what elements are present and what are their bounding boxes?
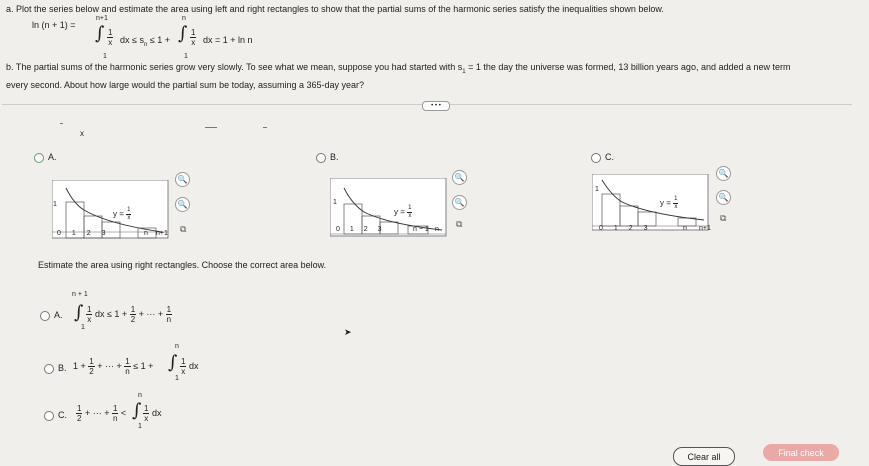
answer-radio-c[interactable] [44,411,54,421]
graph-radio-b[interactable] [316,153,326,163]
option-c-integral: ∫ [132,400,142,421]
expand-button[interactable]: • • • [422,101,450,111]
zoom-out-icon[interactable]: 🔍 [716,190,731,205]
graph-b-curve: y = $\frac{1}{x}$ [394,205,412,219]
option-a-expr: $\frac{1}{x}$ dx ≤ 1 + $\frac{1}{2}$ + ··· + $\frac{1}{n}$ [87,305,172,324]
formula-rhs: dx = 1 + ln n [203,35,253,45]
integral-2-sign: ∫ [178,23,188,44]
graph-a-ticks: 0 1 2 3 [57,230,106,237]
question-text: Estimate the area using right rectangles. Choose the correct area below. [38,260,327,270]
part-b-line1: b. The partial sums of the harmonic series grow very slowly. To see what we mean, suppose you had started with $s_1 = 1$ the day the universe was formed, 13 billion years ago, and added a new term [6,62,791,75]
graph-b-tick-n: n [435,226,439,233]
integral-2-frac: $\frac{1}{x}$ [191,28,196,47]
option-a-lower: 1 [81,324,85,331]
answer-radio-b[interactable] [44,364,54,374]
option-b-integrand: $\frac{1}{x}$ dx [181,357,199,376]
graph-b-ticks: 0 1 2 3 [336,226,382,233]
graph-label-a: A. [48,152,57,162]
zoom-in-icon[interactable]: 🔍 [716,166,731,181]
graph-b-tick-n1: n − 1 [413,226,429,233]
option-b-integral: ∫ [168,352,178,373]
graph-a-tick-n: n [144,230,148,237]
expand-graph-icon[interactable]: ⧉ [180,224,187,234]
graph-c-curve: y = $\frac{1}{x}$ [660,196,678,210]
integral-1-lower: 1 [103,53,107,60]
graph-b-ylabel: 1 [333,199,337,206]
zoom-in-icon[interactable]: 🔍 [175,172,190,187]
graph-option-b[interactable] [316,152,339,163]
option-a-upper: n + 1 [72,291,88,298]
stray-mark [263,127,267,128]
answer-label-a: A. [54,310,63,320]
stray-mark [60,123,63,124]
expand-graph-icon[interactable]: ⧉ [720,213,727,223]
option-b-expr: 1 + $\frac{1}{2}$ + ··· + $\frac{1}{n}$ ≤ 1 + [73,357,154,376]
x-mark: x [80,129,84,138]
answer-option-b[interactable] [44,363,67,374]
graph-a-curve: y = $\frac{1}{x}$ [113,207,131,221]
graph-c-tick-n: n [683,225,687,232]
formula-mid: dx ≤ $s_n \le 1$ + [120,35,171,48]
option-c-expr: $\frac{1}{2}$ + ··· + $\frac{1}{n}$ < [77,404,127,423]
expand-graph-icon[interactable]: ⧉ [456,219,463,229]
graph-option-c[interactable] [591,152,614,163]
final-check-button[interactable]: Final check [763,444,839,461]
option-c-lower: 1 [138,423,142,430]
answer-label-c: C. [58,410,67,420]
frac-num: 1 [108,28,113,37]
integral-2-lower: 1 [184,53,188,60]
integral-1-sign: ∫ [95,23,105,44]
zoom-in-icon[interactable]: 🔍 [452,170,467,185]
integral-1-frac [107,28,113,47]
graph-radio-c[interactable] [591,153,601,163]
integral-1-upper: n+1 [96,15,108,22]
answer-label-b: B. [58,363,67,373]
clear-all-button[interactable]: Clear all [673,447,735,466]
option-b-upper: n [175,343,179,350]
graph-c-ylabel: 1 [595,186,599,193]
integral-2-upper: n [182,15,186,22]
inequality-formula [32,20,76,30]
frac-den: x [108,38,113,47]
zoom-out-icon[interactable]: 🔍 [452,195,467,210]
option-a-integral: ∫ [74,302,84,323]
part-a-prompt: a. Plot the series below and estimate the area using left and right rectangles to show that the partial sums of the harmonic series satisfy the inequalities shown below. [6,4,664,14]
option-c-integrand: $\frac{1}{x}$ dx [144,404,162,423]
answer-radio-a[interactable] [40,311,50,321]
zoom-out-icon[interactable]: 🔍 [175,197,190,212]
option-c-upper: n [138,392,142,399]
graph-label-b: B. [330,152,339,162]
option-b-lower: 1 [175,375,179,382]
stray-mark [205,127,217,128]
graph-c-tick-n1: n+1 [699,225,711,232]
graph-radio-a[interactable] [34,153,44,163]
mouse-cursor-icon: ➤ [344,327,352,337]
formula-lhs: ln (n + 1) = [32,20,76,30]
graph-option-a[interactable] [34,152,57,163]
answer-option-a[interactable] [40,310,63,321]
graph-label-c: C. [605,152,614,162]
graph-a-tick-n1: n+1 [156,230,168,237]
part-b-line2: every second. About how large would the partial sum be today, assuming a 365-day year? [6,80,365,90]
graph-c-ticks: 0 1 2 3 [599,225,648,232]
graph-a-ylabel: 1 [53,201,57,208]
answer-option-c[interactable] [44,410,67,421]
